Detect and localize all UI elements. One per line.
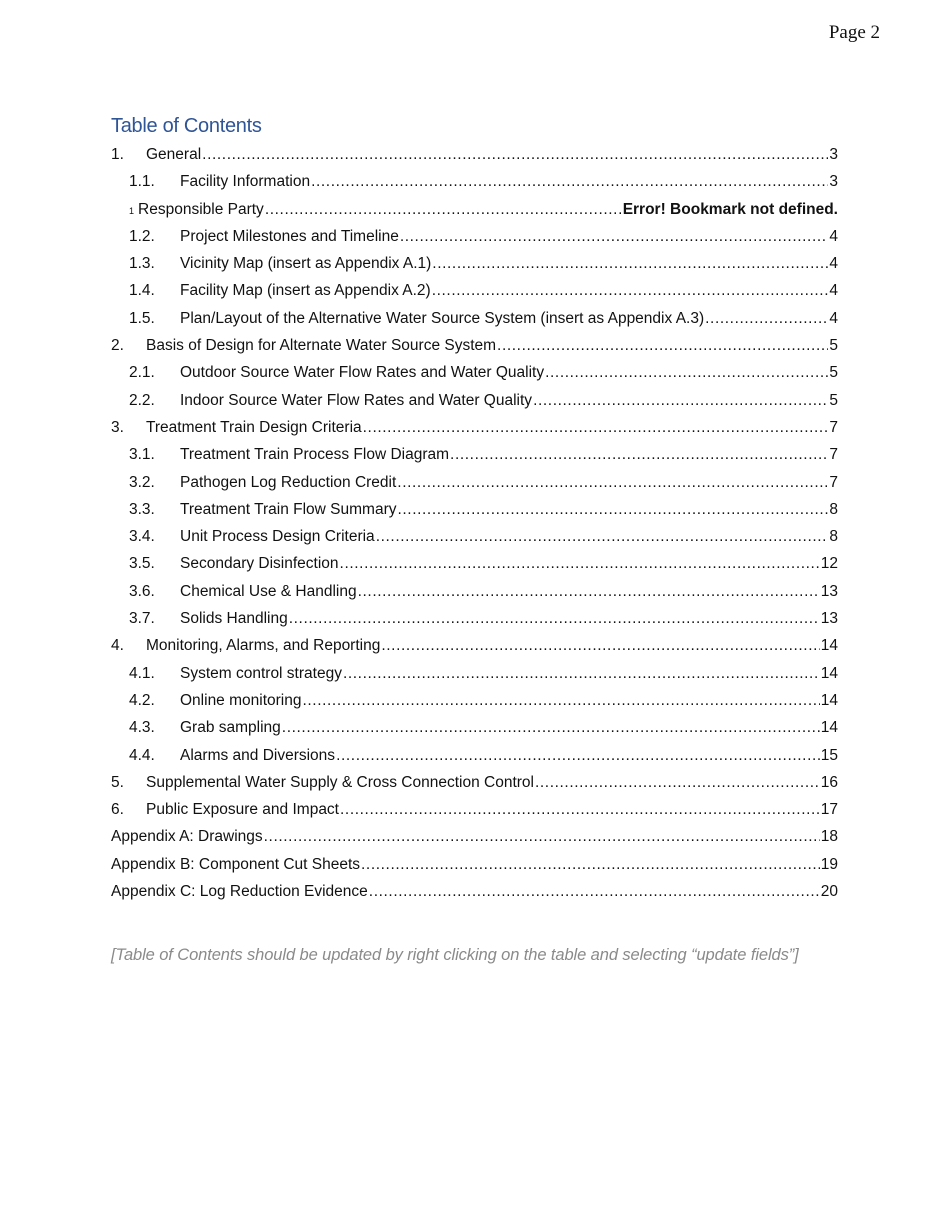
toc-entry-title: Pathogen Log Reduction Credit	[180, 473, 397, 491]
toc-entry-page: 5	[829, 337, 838, 355]
toc-entry-title: Appendix A: Drawings	[111, 828, 263, 846]
toc-entry-appendix[interactable]	[111, 851, 838, 878]
toc-entry-title: Treatment Train Flow Summary	[180, 500, 397, 518]
toc-leader-dots	[376, 523, 829, 550]
toc-entry-page: 4	[829, 255, 838, 273]
toc-leader-dots	[533, 387, 828, 414]
table-of-contents	[111, 112, 838, 905]
toc-entry-page: 4	[829, 282, 838, 300]
toc-entry-title: Plan/Layout of the Alternative Water Source System (insert as Appendix A.3)	[180, 309, 705, 327]
toc-entry-page: 19	[820, 855, 838, 873]
toc-entry[interactable]	[111, 332, 838, 359]
toc-entry-page: 16	[820, 773, 838, 791]
toc-leader-dots	[202, 141, 828, 168]
toc-entry-number: 4.	[111, 637, 124, 655]
toc-leader-dots	[400, 223, 829, 250]
toc-entry-title: Facility Map (insert as Appendix A.2)	[180, 282, 431, 300]
toc-entry-number: 3.7.	[129, 610, 155, 628]
toc-entry-number: 4.4.	[129, 746, 155, 764]
toc-leader-dots	[381, 632, 819, 659]
toc-entry-page: 18	[820, 828, 838, 846]
toc-leader-dots	[397, 469, 828, 496]
toc-entry-title: Facility Information	[180, 173, 311, 191]
toc-entry-number: 4.2.	[129, 691, 155, 709]
toc-entry-number: 6.	[111, 801, 124, 819]
toc-entry[interactable]	[111, 769, 838, 796]
toc-entry[interactable]	[111, 742, 838, 769]
toc-entry-title: Appendix B: Component Cut Sheets	[111, 855, 361, 873]
toc-entry-appendix[interactable]	[111, 878, 838, 905]
toc-entry-number: 5.	[111, 773, 124, 791]
toc-leader-dots	[264, 823, 820, 850]
toc-entry-number: 1.1.	[129, 173, 155, 191]
toc-leader-dots	[497, 332, 828, 359]
toc-leader-dots	[336, 742, 820, 769]
toc-entry[interactable]	[111, 687, 838, 714]
toc-entry-title: Chemical Use & Handling	[180, 582, 357, 600]
toc-entry-number: 2.	[111, 337, 124, 355]
toc-entry-page: 17	[820, 801, 838, 819]
toc-entry-title: Indoor Source Water Flow Rates and Water Quality	[180, 391, 533, 409]
toc-entry[interactable]	[111, 523, 838, 550]
toc-entry-number: 1.3.	[129, 255, 155, 273]
toc-entry-number: 3.6.	[129, 582, 155, 600]
toc-leader-dots	[302, 687, 819, 714]
toc-entry[interactable]	[111, 605, 838, 632]
toc-entry-number: 4.1.	[129, 664, 155, 682]
toc-entry-title: Secondary Disinfection	[180, 555, 339, 573]
toc-entry-number: 1.5.	[129, 309, 155, 327]
toc-entry-number: 2.2.	[129, 391, 155, 409]
toc-entry-page: 15	[820, 746, 838, 764]
toc-entry[interactable]	[111, 168, 838, 195]
toc-leader-dots	[363, 414, 829, 441]
toc-entry[interactable]	[111, 387, 838, 414]
toc-entry-number: 4.3.	[129, 719, 155, 737]
toc-entry-page: 8	[829, 528, 838, 546]
toc-entry[interactable]	[111, 714, 838, 741]
toc-entry-title: Monitoring, Alarms, and Reporting	[146, 637, 381, 655]
toc-entry-page: 5	[829, 364, 838, 382]
toc-entry-number: 3.	[111, 418, 124, 436]
toc-entry-page: 13	[820, 582, 838, 600]
toc-leader-dots	[432, 277, 829, 304]
toc-entry-page: 8	[829, 500, 838, 518]
toc-entry-appendix[interactable]	[111, 823, 838, 850]
toc-leader-dots	[535, 769, 820, 796]
toc-entry-page: 14	[820, 664, 838, 682]
toc-entry-title: Project Milestones and Timeline	[180, 227, 399, 245]
toc-entry-title: Treatment Train Design Criteria	[146, 418, 362, 436]
toc-entry-number: 3.1.	[129, 446, 155, 464]
toc-leader-dots	[343, 660, 820, 687]
toc-entry-number: 3.2.	[129, 473, 155, 491]
toc-entry-title: Online monitoring	[180, 691, 302, 709]
toc-entry-page: 4	[829, 309, 838, 327]
toc-entry-title: System control strategy	[180, 664, 342, 682]
toc-entry-page: 13	[820, 610, 838, 628]
toc-leader-dots	[450, 441, 828, 468]
toc-leader-dots	[369, 878, 820, 905]
toc-entry[interactable]	[111, 550, 838, 577]
toc-entry-page: 14	[820, 719, 838, 737]
toc-entry-page: 7	[829, 446, 838, 464]
toc-entry-title: Appendix C: Log Reduction Evidence	[111, 883, 368, 901]
toc-entry[interactable]	[111, 141, 838, 168]
toc-entry-page: 4	[829, 227, 838, 245]
toc-entry-title: Treatment Train Process Flow Diagram	[180, 446, 450, 464]
bookmark-error-text: Error! Bookmark not defined.	[622, 200, 838, 218]
toc-leader-dots	[545, 359, 828, 386]
toc-entry[interactable]	[111, 305, 838, 332]
toc-entry[interactable]	[111, 632, 838, 659]
toc-entry[interactable]	[111, 796, 838, 823]
toc-entry-page: 14	[820, 637, 838, 655]
toc-entry-page: 7	[829, 473, 838, 491]
toc-entry[interactable]	[111, 469, 838, 496]
toc-leader-dots	[311, 168, 828, 195]
toc-entry-number: 3.4.	[129, 528, 155, 546]
toc-entry[interactable]	[111, 496, 838, 523]
toc-entry[interactable]	[111, 578, 838, 605]
toc-update-note: [Table of Contents should be updated by right clicking on the table and selecting “update fields”]	[111, 946, 799, 964]
toc-leader-dots	[358, 578, 820, 605]
toc-entry-page: 5	[829, 391, 838, 409]
toc-leader-dots	[361, 851, 820, 878]
toc-entry-number: 1.2.	[129, 227, 155, 245]
toc-leader-dots	[432, 250, 828, 277]
toc-entry-page: 14	[820, 691, 838, 709]
toc-entry-bookmark-error[interactable]: 1 Responsible Party ..... Error! Bookmark not defined.	[111, 196, 838, 223]
toc-entry-number: 1.	[111, 146, 124, 163]
toc-entry-title: Public Exposure and Impact	[146, 801, 339, 819]
toc-entry-number: 3.3.	[129, 500, 155, 518]
toc-entry-title: Grab sampling	[180, 719, 281, 737]
toc-entry-title: Alarms and Diversions	[180, 746, 336, 764]
toc-entry-title: Responsible Party	[138, 200, 264, 218]
toc-entry-title: Supplemental Water Supply & Cross Connection Control	[146, 773, 534, 791]
toc-entry[interactable]	[111, 223, 838, 250]
toc-entry-page: 12	[820, 555, 838, 573]
toc-entry[interactable]	[111, 660, 838, 687]
toc-entry[interactable]	[111, 277, 838, 304]
toc-leader-dots	[397, 496, 828, 523]
toc-entry-number: 2.1.	[129, 364, 155, 382]
toc-leader-dots	[282, 714, 820, 741]
toc-entry-title: Outdoor Source Water Flow Rates and Water Quality	[180, 364, 545, 382]
toc-entry-page: 7	[829, 418, 838, 436]
toc-leader-dots	[289, 605, 820, 632]
toc-heading: Table of Contents	[111, 115, 262, 137]
toc-leader-dots	[340, 550, 820, 577]
toc-entry-title: General	[146, 146, 202, 163]
toc-entry-page: 20	[820, 883, 838, 901]
toc-entry-title: Solids Handling	[180, 610, 288, 628]
toc-leader-dots	[705, 305, 828, 332]
toc-entry-title: Vicinity Map (insert as Appendix A.1)	[180, 255, 432, 273]
toc-list	[111, 141, 838, 905]
toc-leader-dots	[340, 796, 820, 823]
toc-entry[interactable]	[111, 359, 838, 386]
toc-entry[interactable]	[111, 441, 838, 468]
toc-entry-page: 3	[829, 146, 838, 163]
toc-entry-number: 3.5.	[129, 555, 155, 573]
toc-entry-title: Basis of Design for Alternate Water Source System	[146, 337, 497, 355]
toc-entry-title: Unit Process Design Criteria	[180, 528, 375, 546]
page-number: Page 2	[828, 22, 880, 43]
toc-leader-dots	[265, 196, 622, 223]
toc-entry-number: 1.4.	[129, 282, 155, 300]
toc-entry[interactable]	[111, 250, 838, 277]
toc-entry-page: 3	[829, 173, 838, 191]
toc-entry[interactable]	[111, 414, 838, 441]
